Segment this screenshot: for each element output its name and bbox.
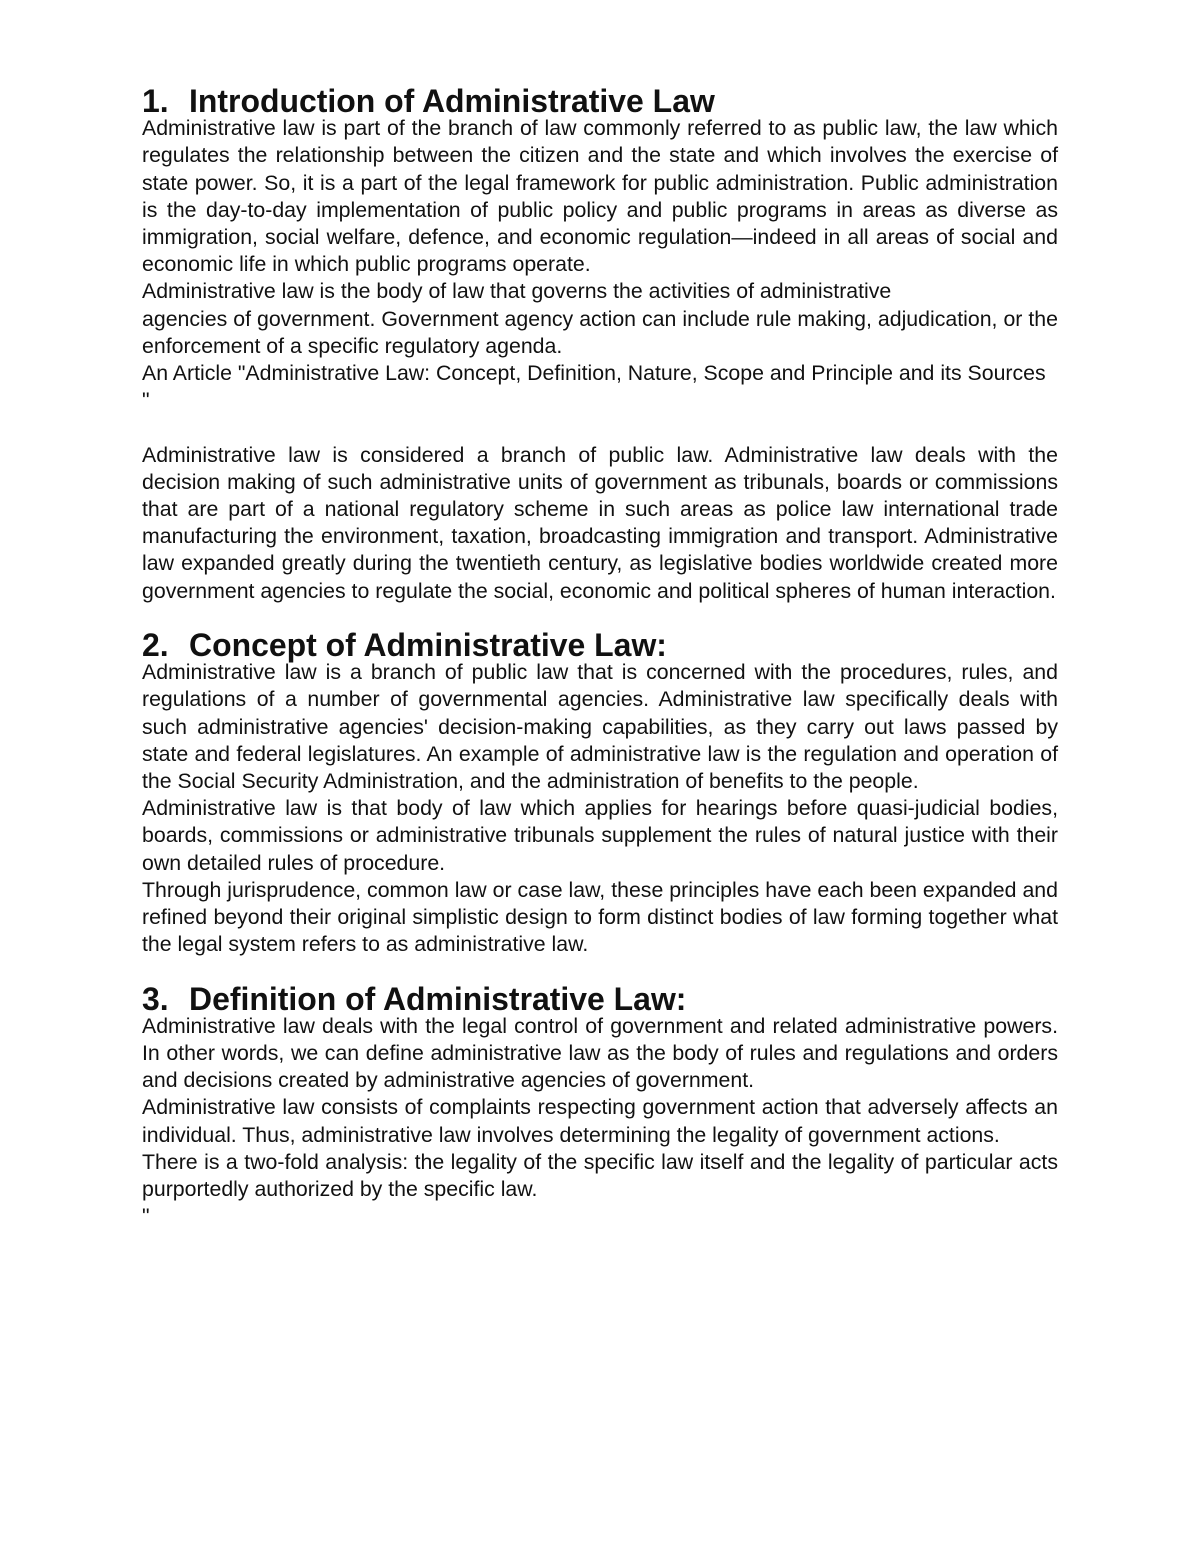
paragraph: Administrative law is that body of law which applies for hearings before quasi-judicial bodies, boards, commissions or administrative tribunals supplement the rules of natural justice with their own detailed rules of procedure.	[142, 796, 1058, 875]
section-number: 3.	[142, 980, 169, 1017]
paragraph: Administrative law is considered a branch of public law. Administrative law deals with the decision making of such administrative units of government as tribunals, boards or commissions that are part of a national regulatory scheme in such areas as police law international trade manufacturing the environment, taxation, broadcasting immigration and transport. Administrative law expanded greatly during the twentieth century, as legislative bodies worldwide created more government agencies to regulate the social, economic and political spheres of human interaction.	[142, 442, 1058, 603]
closing-quote: "	[142, 1204, 150, 1229]
paragraph: Administrative law is a branch of public law that is concerned with the procedures, rules, and regulations of a number of governmental agencies. Administrative law specifically deals with such administrative agencies' decision-making capabilities, as they carry out laws passed by state and federal legislatures. An example of administrative law is the regulation and operation of the Social Security Administration, and the administration of benefits to the people.	[142, 660, 1058, 794]
paragraph: Administrative law is part of the branch of law commonly referred to as public law, the law which regulates the relationship between the citizen and the state and which involves the exercise of state power. So, it is a part of the legal framework for public administration. Public administration is the day-to-day implementation of public policy and public programs in areas as diverse as immigration, social welfare, defence, and economic regulation—indeed in all areas of social and economic life in which public programs operate.	[142, 116, 1058, 277]
paragraph: There is a two-fold analysis: the legality of the specific law itself and the legality of particular acts purportedly authorized by the specific law.	[142, 1149, 1058, 1202]
section-title: Concept of Administrative Law:	[189, 627, 667, 664]
section-number: 2.	[142, 627, 169, 664]
paragraph: agencies of government. Government agency action can include rule making, adjudication, or the enforcement of a specific regulatory agenda.	[142, 306, 1058, 358]
blank-line	[142, 414, 1058, 441]
section-heading-introduction	[142, 83, 1058, 119]
section-number: 1.	[142, 83, 169, 119]
paragraph: Administrative law consists of complaints respecting government action that adversely affects an individual. Thus, administrative law involves determining the legality of government actions.	[142, 1095, 1058, 1147]
section-heading-concept	[142, 627, 1058, 664]
paragraph: Administrative law deals with the legal control of government and related administrative powers. In other words, we can define administrative law as the body of rules and regulations and orders and decisions created by administrative agencies of government.	[142, 1013, 1058, 1093]
paragraph: An Article "Administrative Law: Concept, Definition, Nature, Scope and Principle and its Sources	[142, 361, 1046, 386]
document-page	[142, 83, 1058, 1230]
paragraph: Through jurisprudence, common law or case law, these principles have each been expanded and refined beyond their original simplistic design to form distinct bodies of law forming together what the legal system refers to as administrative law.	[142, 877, 1058, 957]
closing-quote: "	[142, 388, 150, 413]
section-title: Introduction of Administrative Law	[189, 83, 715, 119]
section-heading-definition	[142, 980, 1058, 1017]
paragraph: Administrative law is the body of law that governs the activities of administrative	[142, 279, 892, 304]
section-title: Definition of Administrative Law:	[189, 980, 687, 1017]
